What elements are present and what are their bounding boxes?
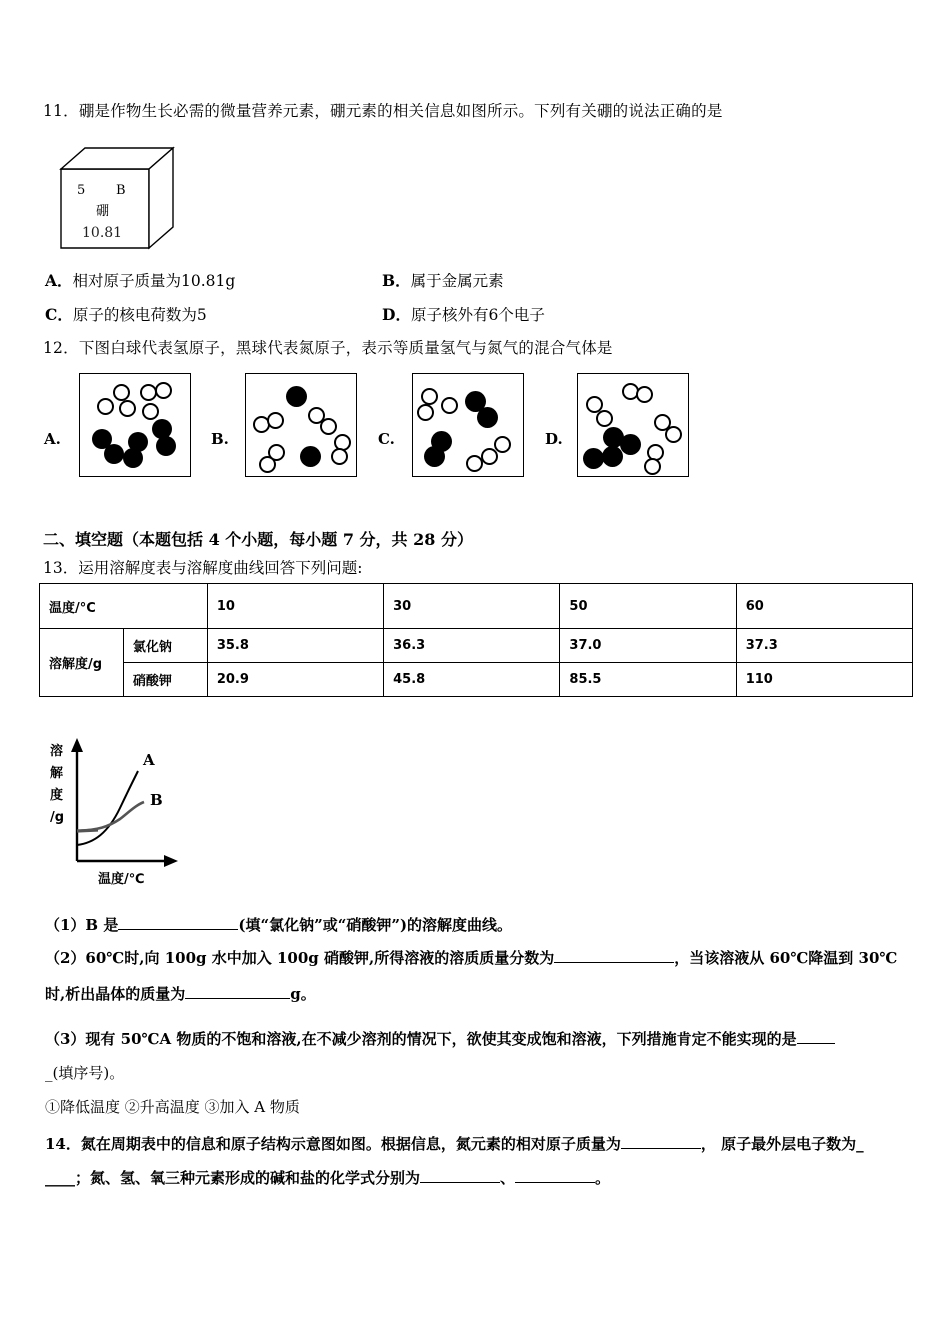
y-axis-label-char-4: /g [50, 810, 65, 825]
nitrogen-atom [424, 446, 445, 467]
nitrogen-atom [104, 444, 124, 464]
q12-option-c-box[interactable] [412, 373, 524, 477]
hydrogen-atom [267, 412, 284, 429]
q13-sub3-pre: （3）现有 50℃A 物质的不饱和溶液,在不减少溶剂的情况下，欲使其变成饱和溶液，下列措施肯定不能实现的是 [45, 1030, 797, 1048]
q11-option-b-text: 属于金属元素 [410, 272, 504, 290]
q11-option-b-key: B． [382, 271, 411, 290]
boron-symbol: B [116, 183, 126, 198]
q11-option-d-key: D． [382, 305, 411, 324]
q11-option-a-key: A． [45, 271, 73, 290]
q13-sub1-post: (填“氯化钠”或“硝酸钾”)的溶解度曲线。 [238, 916, 513, 934]
hydrogen-atom [421, 388, 438, 405]
q12-option-a-label: A. [44, 430, 61, 448]
nitrogen-atom [477, 407, 498, 428]
table-cell-kno3-50: 85.5 [560, 663, 736, 697]
question-13-stem [43, 556, 362, 578]
table-cell-substance-nacl: 氯化钠 [123, 629, 207, 663]
hydrogen-atom [494, 436, 511, 453]
y-axis-label-char-1: 溶 [50, 744, 64, 759]
q11-option-d-text: 原子核外有6个电子 [410, 306, 545, 324]
nitrogen-atom [286, 386, 307, 407]
q13-sub2-line2 [45, 983, 316, 1004]
question-14-line1 [45, 1133, 864, 1154]
hydrogen-atom [119, 400, 136, 417]
q11-option-b[interactable] [382, 269, 504, 291]
q12-option-b-label: B. [211, 430, 229, 448]
table-header-temperature: 温度/°C [40, 584, 208, 629]
q13-sub3-line2: _(填序号)。 [45, 1064, 125, 1082]
nitrogen-atom [123, 448, 143, 468]
boron-cube-svg [57, 143, 175, 253]
hydrogen-atom [636, 386, 653, 403]
q13-sub2-blank-1[interactable] [554, 962, 674, 963]
q13-sub1 [45, 914, 512, 935]
solubility-table [39, 583, 913, 697]
hydrogen-atom [665, 426, 682, 443]
q13-sub1-pre: （1）B 是 [45, 916, 119, 934]
hydrogen-atom [441, 397, 458, 414]
y-axis-label-char-3: 度 [50, 788, 64, 803]
table-header-temp-60: 60 [736, 584, 912, 629]
q14-blank-mass[interactable] [621, 1148, 701, 1149]
table-header-solubility: 溶解度/g [40, 629, 124, 697]
hydrogen-atom [644, 458, 661, 475]
question-12-text: 下图白球代表氢原子，黑球代表氮原子，表示等质量氢气与氮气的混合气体是 [78, 339, 613, 357]
y-axis-label-char-2: 解 [50, 766, 64, 781]
table-cell-kno3-10: 20.9 [207, 663, 383, 697]
q12-option-c-label: C. [378, 430, 395, 448]
table-header-temp-50: 50 [560, 584, 736, 629]
nitrogen-atom [583, 448, 604, 469]
q12-option-a-box[interactable] [79, 373, 191, 477]
q13-sub1-blank[interactable] [118, 929, 238, 930]
question-14-line2-pre: ____；氮、氢、氧三种元素形成的碱和盐的化学式分别为 [45, 1169, 421, 1187]
section-2-title: 二、填空题（本题包括 4 个小题，每小题 7 分，共 28 分） [43, 530, 473, 549]
question-14-line2 [45, 1167, 610, 1188]
table-cell-substance-kno3: 硝酸钾 [123, 663, 207, 697]
question-14-line2-post: 。 [595, 1169, 611, 1187]
question-14-line2-mid: 、 [500, 1169, 516, 1187]
q13-sub3-blank[interactable] [797, 1043, 835, 1044]
table-cell-nacl-50: 37.0 [560, 629, 736, 663]
question-12-stem [43, 337, 613, 360]
solubility-curve-svg [46, 733, 276, 888]
hydrogen-atom [155, 382, 172, 399]
hydrogen-atom [142, 403, 159, 420]
q11-option-a-text: 相对原子质量为10.81g [72, 272, 236, 290]
question-12-number: 12． [43, 339, 79, 357]
table-header-temp-30: 30 [384, 584, 560, 629]
question-11-text: 硼是作物生长必需的微量营养元素，硼元素的相关信息如图所示。下列有关硼的说法正确的是 [78, 102, 723, 120]
q12-option-b-box[interactable] [245, 373, 357, 477]
solubility-curve-figure [46, 733, 276, 888]
table-cell-nacl-30: 36.3 [384, 629, 560, 663]
question-14-line1-mid: ， 原子最外层电子数为_ [700, 1135, 864, 1153]
table-cell-kno3-60: 110 [736, 663, 912, 697]
q13-sub2-line1 [45, 947, 897, 968]
hydrogen-atom [596, 410, 613, 427]
q13-sub2-line2-pre: 时,析出晶体的质量为 [45, 985, 186, 1003]
q12-option-d-label: D. [545, 430, 563, 448]
question-13-text: 运用溶解度表与溶解度曲线回答下列问题: [78, 559, 363, 577]
q13-sub2-blank-2[interactable] [185, 998, 290, 999]
q13-sub3-line1 [45, 1028, 835, 1049]
hydrogen-atom [259, 456, 276, 473]
boron-atomic-number: 5 [77, 183, 86, 198]
q13-sub2-mid: ，当该溶液从 60℃降温到 30℃ [674, 949, 898, 967]
nitrogen-atom [156, 436, 176, 456]
table-cell-nacl-10: 35.8 [207, 629, 383, 663]
hydrogen-atom [320, 418, 337, 435]
question-11-number: 11． [43, 102, 79, 120]
boron-name-cn: 硼 [96, 204, 110, 219]
hydrogen-atom [331, 448, 348, 465]
boron-element-card [57, 143, 175, 253]
hydrogen-atom [417, 404, 434, 421]
question-14-number: 14． [45, 1135, 81, 1153]
hydrogen-atom [97, 398, 114, 415]
q11-option-c[interactable] [45, 303, 207, 325]
table-row [40, 663, 913, 697]
q13-sub3-items: ①降低温度 ②升高温度 ③加入 A 物质 [45, 1098, 300, 1116]
table-cell-kno3-30: 45.8 [384, 663, 560, 697]
nitrogen-atom [620, 434, 641, 455]
q11-option-d[interactable] [382, 303, 545, 325]
q11-option-c-text: 原子的核电荷数为5 [72, 306, 207, 324]
curve-a-label: A [143, 751, 155, 769]
hydrogen-atom [113, 384, 130, 401]
x-axis-label: 温度/℃ [98, 872, 145, 887]
hydrogen-atom [481, 448, 498, 465]
question-14-line1-pre: 氮在周期表中的信息和原子结构示意图如图。根据信息，氮元素的相对原子质量为 [80, 1135, 621, 1153]
nitrogen-atom [300, 446, 321, 467]
table-cell-nacl-60: 37.3 [736, 629, 912, 663]
table-row-header [40, 584, 913, 629]
q13-sub2-pre: （2）60℃时,向 100g 水中加入 100g 硝酸钾,所得溶液的溶质质量分数为 [45, 949, 555, 967]
q14-blank-salt[interactable] [515, 1182, 595, 1183]
q14-blank-base[interactable] [420, 1182, 500, 1183]
q11-option-a[interactable] [45, 269, 235, 291]
question-13-number: 13． [43, 559, 79, 577]
table-header-temp-10: 10 [207, 584, 383, 629]
curve-b-label: B [150, 791, 163, 809]
q13-sub2-line2-post: g。 [290, 985, 316, 1003]
table-row [40, 629, 913, 663]
q11-option-c-key: C． [45, 305, 73, 324]
nitrogen-atom [602, 446, 623, 467]
question-11-stem [43, 100, 723, 123]
hydrogen-atom [466, 455, 483, 472]
boron-atomic-mass: 10.81 [82, 225, 123, 241]
q12-option-d-box[interactable] [577, 373, 689, 477]
